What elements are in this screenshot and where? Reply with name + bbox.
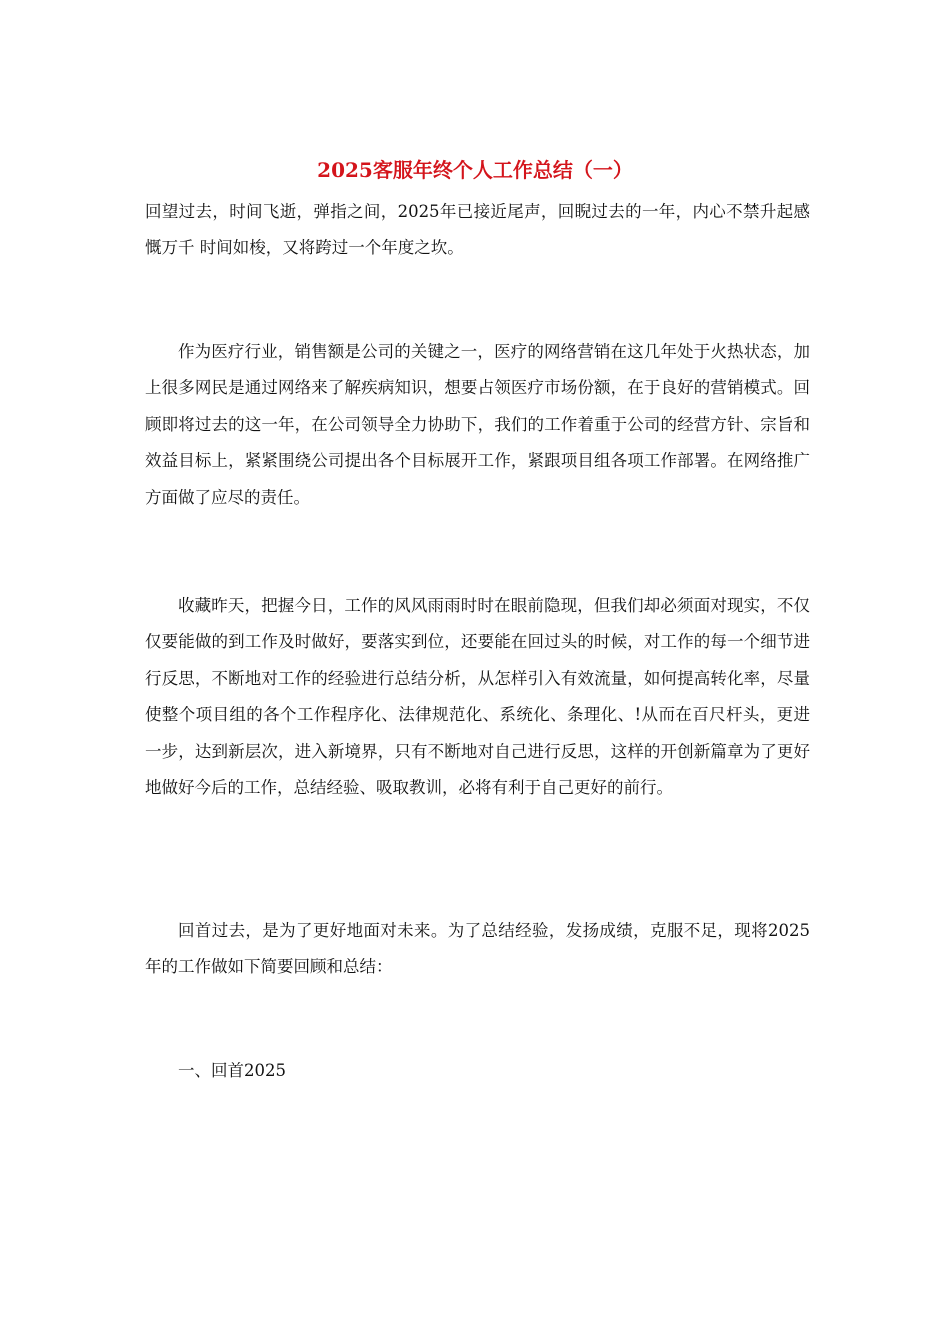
document-title: 2025客服年终个人工作总结（一） bbox=[317, 158, 633, 182]
section-heading: 一、回首2025 bbox=[178, 1061, 286, 1080]
paragraph-industry: 作为医疗行业，销售额是公司的关键之一，医疗的网络营销在这几年处于火热状态，加上很多网民是通过网络来了解疾病知识，想要占领医疗市场份额，在于良好的营销模式。回顾即将过去的这一年，在公司领导全力协助下，我们的工作着重于公司的经营方针、宗旨和效益目标上，紧紧围绕公司提出各个目标展开工作，紧跟项目组各项工作部署。在网络推广方面做了应尽的责任。 bbox=[145, 342, 810, 507]
paragraph-reflection: 收藏昨天，把握今日，工作的风风雨雨时时在眼前隐现，但我们却必须面对现实，不仅仅要能做的到工作及时做好，要落实到位，还要能在回过头的时候，对工作的每一个细节进行反思，不断地对工作的经验进行总结分析，从怎样引入有效流量，如何提高转化率，尽量使整个项目组的各个工作程序化、法律规范化、系统化、条理化、!从而在百尺杆头，更进一步，达到新层次，进入新境界，只有不断地对自己进行反思，这样的开创新篇章为了更好地做好今后的工作，总结经验、吸取教训，必将有利于自己更好的前行。 bbox=[145, 596, 810, 798]
paragraph-intro: 回望过去，时间飞逝，弹指之间，2025年已接近尾声，回睨过去的一年，内心不禁升起感慨万千 时间如梭，又将跨过一个年度之坎。 bbox=[145, 202, 810, 258]
paragraph-summary-intro: 回首过去，是为了更好地面对未来。为了总结经验，发扬成绩，克服不足，现将2025年的工作做如下简要回顾和总结： bbox=[145, 921, 810, 977]
